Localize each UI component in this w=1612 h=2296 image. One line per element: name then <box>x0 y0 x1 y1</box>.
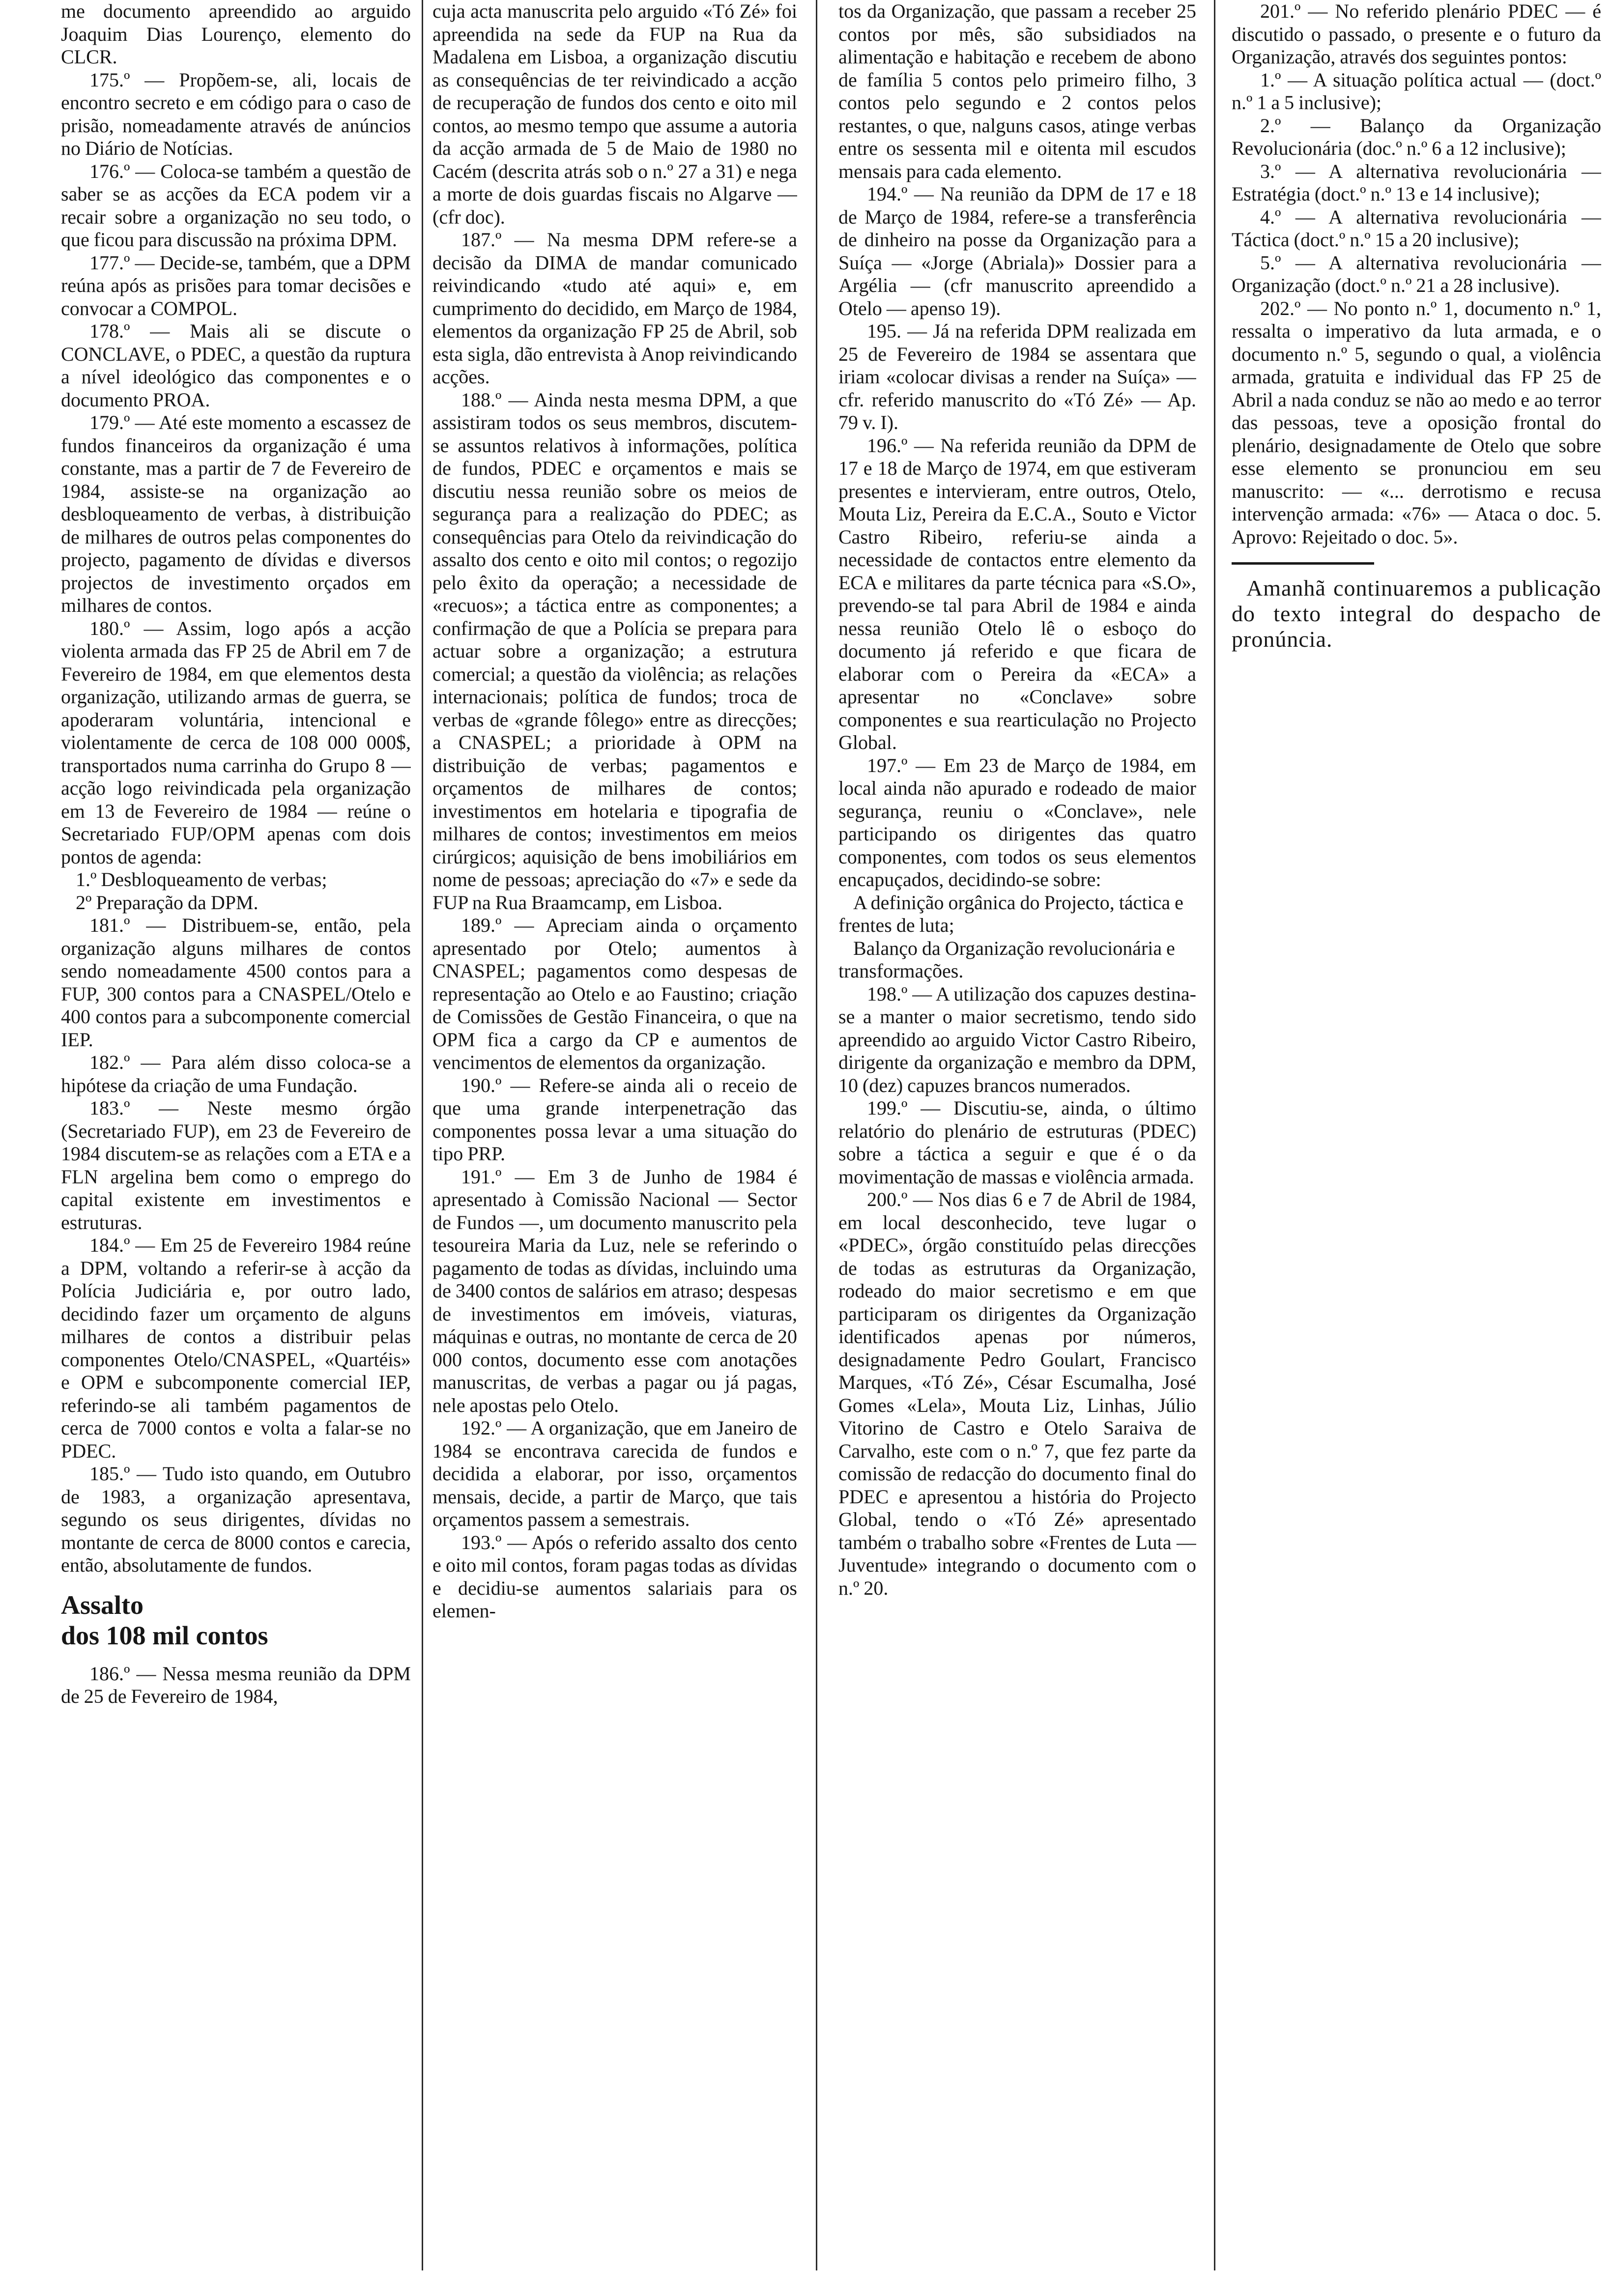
paragraph: 182.º — Para além disso coloca-se a hipótese da criação de uma Fundação. <box>61 1051 411 1096</box>
list-item: A definição orgânica do Projecto, táctica e frentes de luta; <box>838 891 1183 936</box>
paragraph: 196.º — Na referida reunião da DPM de 17 e 18 de Março de 1974, em que estiveram presentes e intervieram, entre outros, Otelo, Mouta Liz, Pereira da E.C.A., Souto e Victor Castro Ribeiro, referiu-se ainda a necessidade de contactos entre elemento da ECA e militares da parte técnica para «S.O», prevendo-se tal para Abril de 1984 e ainda nessa reunião Otelo lê o esboço do documento já referido e que ficara de elaborar com o Pereira da «ECA» a apresentar no «Conclave» sobre componentes e sua rearticulação no Projecto Global. <box>838 434 1196 753</box>
agenda-item: 1.º Desbloqueamento de verbas; <box>76 868 327 890</box>
paragraph: cuja acta manuscrita pelo arguido «Tó Zé» foi apreendida na sede da FUP na Rua da Madalena em Lisboa, a organização discutiu as consequências de ter reivindicado a acção de recuperação de fundos dos cento e oito mil contos, ao mesmo tempo que assume a autoria da acção armada de 5 de Maio de 1980 no Cacém (descrita atrás sob o n.º 27 a 31) e nega a morte de dois guardas fiscais no Algarve — (cfr doc). <box>432 0 797 228</box>
list-item: 5.º — A alternativa revolucionária — Organização (doct.º n.º 21 a 28 inclusive). <box>1232 251 1601 296</box>
list-item: 2.º — Balanço da Organização Revolucionária (doc.º n.º 6 a 12 inclusive); <box>1232 114 1601 159</box>
paragraph: 175.º — Propõem-se, ali, locais de encontro secreto e em código para o caso de prisão, nomeadamente através de anúncios no Diário de Notícias. <box>61 68 411 159</box>
heading-line: dos 108 mil contos <box>61 1620 268 1650</box>
heading-line: Assalto <box>61 1590 144 1620</box>
column-3 <box>838 0 1196 2270</box>
paragraph: 197.º — Em 23 de Março de 1984, em local ainda não apurado e rodeado de maior segurança, reuniu o «Conclave», nele participando os dirigentes das quatro componentes, com todos os seus elementos encapuçados, decidindo-se sobre: <box>838 754 1196 890</box>
paragraph: 193.º — Após o referido assalto dos cento e oito mil contos, foram pagas todas as dívidas e decidiu-se aumentos salariais para os elemen- <box>432 1531 797 1622</box>
paragraph: 176.º — Coloca-se também a questão de saber se as acções da ECA podem vir a recair sobre a organização no seu todo, o que ficou para discussão na próxima DPM. <box>61 160 411 251</box>
closing-separator <box>1232 562 1374 565</box>
paragraph: 184.º — Em 25 de Fevereiro 1984 reúne a DPM, voltando a referir-se à acção da Polícia Judiciária e, por outro lado, decidindo fazer um orçamento de alguns milhares de contos a distribuir pelas componentes Otelo/CNASPEL, «Quartéis» e OPM e subcomponente comercial IEP, referindo-se ali também pagamentos de cerca de 7000 contos e volta a falar-se no PDEC. <box>61 1234 411 1462</box>
section-heading <box>61 1590 411 1651</box>
paragraph: 199.º — Discutiu-se, ainda, o último relatório do plenário de estruturas (PDEC) sobre a táctica a seguir e que é o da movimentação de massas e violência armada. <box>838 1097 1196 1188</box>
column-2 <box>432 0 797 2270</box>
paragraph: 192.º — A organização, que em Janeiro de 1984 se encontrava carecida de fundos e decidida a elaborar, por isso, orçamentos mensais, decide, a partir de Março, que tais orçamentos passem a semestrais. <box>432 1417 797 1530</box>
list-item: 3.º — A alternativa revolucionária — Estratégia (doct.º n.º 13 e 14 inclusive); <box>1232 160 1601 205</box>
closing-note: Amanhã continuaremos a publicação do texto integral do despacho de pronúncia. <box>1232 575 1601 652</box>
paragraph: 181.º — Distribuem-se, então, pela organização alguns milhares de contos sendo nomeadamente 4500 contos para a FUP, 300 contos para a CNASPEL/Otelo e 400 contos para a subcomponente comercial IEP. <box>61 914 411 1051</box>
paragraph: 191.º — Em 3 de Junho de 1984 é apresentado à Comissão Nacional — Sector de Fundos —, um documento manuscrito pela tesoureira Maria da Luz, nele se referindo o pagamento de todas as dívidas, incluindo uma de 3400 contos de salários em atraso; despesas de investimentos em imóveis, viaturas, máquinas e outras, no montante de cerca de 20 000 contos, documento esse com anotações manuscritas, de verbas a pagar ou já pagas, nele apostas pelo Otelo. <box>432 1165 797 1416</box>
list-item: Balanço da Organização revolucionária e transformações. <box>838 937 1175 982</box>
column-rule <box>1214 0 1215 2270</box>
paragraph: 200.º — Nos dias 6 e 7 de Abril de 1984, em local desconhecido, teve lugar o «PDEC», órgão constituído pelas direcções de todas as estruturas da Organização, rodeado do maior secretismo e em que participaram os dirigentes da Organização identificados apenas por números, designadamente Pedro Goulart, Francisco Marques, «Tó Zé», César Escumalha, José Gomes «Lela», Mouta Liz, Linhas, Júlio Vitorino de Castro e Otelo Saraiva de Carvalho, este com o n.º 7, que fez parte da comissão de redacção do documento final do PDEC e apresentou a história do Projecto Global, tendo o «Tó Zé» apresentado também o trabalho sobre «Frentes de Luta — Juventude» integrando o documento com o n.º 20. <box>838 1188 1196 1599</box>
column-rule <box>422 0 423 2270</box>
column-rule <box>816 0 817 2270</box>
paragraph: 179.º — Até este momento a escassez de fundos financeiros da organização é uma constante, mas a partir de 7 de Fevereiro de 1984, assiste-se na organização ao desbloqueamento de verbas, à distribuição de milhares de outros pelas componentes do projecto, pagamento de dívidas e diversos projectos de investimento orçados em milhares de contos. <box>61 411 411 616</box>
paragraph: 183.º — Neste mesmo órgão (Secretariado FUP), em 23 de Fevereiro de 1984 discutem-se as relações com a ETA e a FLN argelina bem como o emprego do capital existente em investimentos e estruturas. <box>61 1097 411 1234</box>
list-item: 4.º — A alternativa revolucionária — Táctica (doct.º n.º 15 a 20 inclusive); <box>1232 205 1601 251</box>
paragraph: 201.º — No referido plenário PDEC — é discutido o passado, o presente e o futuro da Organização, através dos seguintes pontos: <box>1232 0 1601 68</box>
paragraph: 187.º — Na mesma DPM refere-se a decisão da DIMA de mandar comunicado reivindicando «tudo até aqui» e, em cumprimento do decidido, em Março de 1984, elementos da organização FP 25 de Abril, sob esta sigla, dão entrevista à Anop reivindicando acções. <box>432 229 797 388</box>
paragraph: 195. — Já na referida DPM realizada em 25 de Fevereiro de 1984 se assentara que iriam «colocar divisas a render na Suíça» — cfr. referido manuscrito do «Tó Zé» — Ap. 79 v. I). <box>838 320 1196 433</box>
paragraph: tos da Organização, que passam a receber 25 contos por mês, são subsidiados na alimentação e habitação e recebem de abono de família 5 contos pelo primeiro filho, 3 contos pelo segundo e 2 contos pelos restantes, o que, nalguns casos, atinge verbas entre os sessenta mil e oitenta mil escudos mensais para cada elemento. <box>838 0 1196 182</box>
paragraph: 190.º — Refere-se ainda ali o receio de que uma grande interpenetração das componentes possa levar a uma situação do tipo PRP. <box>432 1074 797 1165</box>
list-item: 1.º — A situação política actual — (doct.º n.º 1 a 5 inclusive); <box>1232 68 1601 114</box>
paragraph: 185.º — Tudo isto quando, em Outubro de 1983, a organização apresentava, segundo os seus dirigentes, dívidas no montante de cerca de 8000 contos e carecia, então, absolutamente de fundos. <box>61 1463 411 1576</box>
column-1 <box>61 0 411 2270</box>
paragraph: 189.º — Apreciam ainda o orçamento apresentado por Otelo; aumentos à CNASPEL; pagamentos como despesas de representação ao Otelo e ao Faustino; criação de Comissões de Gestão Financeira, o que na OPM fica a cargo da CP e aumentos de vencimentos de elementos da organização. <box>432 914 797 1073</box>
paragraph: 188.º — Ainda nesta mesma DPM, a que assistiram todos os seus membros, discutem-se assuntos relativos à informações, política de fundos, PDEC e orçamentos e mais se discutiu nessa reunião sobre os meios de segurança para a realização do PDEC; as consequências para Otelo da reivindicação do assalto dos cento e oito mil contos; o regozijo pelo êxito da operação; a necessidade de «recuos»; a táctica entre as componentes; a confirmação de que a Polícia se prepara para actuar sobre a organização; a estrutura comercial; a questão da violência; as relações internacionais; política de fundos; troca de verbas de «grande fôlego» entre as direcções; a CNASPEL; a prioridade à OPM na distribuição de verbas; pagamentos e orçamentos de milhares de contos; investimentos em hotelaria e tipografia de milhares de contos; investimentos em meios cirúrgicos; aquisição de bens imobiliários em nome de pessoas; apreciação do «7» e sede da FUP na Rua Braamcamp, em Lisboa. <box>432 388 797 914</box>
column-4 <box>1232 0 1601 2270</box>
paragraph: 202.º — No ponto n.º 1, documento n.º 1, ressalta o imperativo da luta armada, e o documento n.º 5, segundo o qual, a violência armada, gratuita e individual das FP 25 de Abril a nada conduz se não ao medo e ao terror das pessoas, teve a oposição frontal do plenário, designadamente de Otelo que sobre esse elemento se pronunciou em seu manuscrito: — «... derrotismo e recusa intervenção armada: «76» — Ataca o doc. 5. Aprovo: Rejeitado o doc. 5». <box>1232 297 1601 548</box>
paragraph: 198.º — A utilização dos capuzes destina-se a manter o maior secretismo, tendo sido apreendido ao arguido Victor Castro Ribeiro, dirigente da organização e membro da DPM, 10 (dez) capuzes brancos numerados. <box>838 982 1196 1096</box>
paragraph: 186.º — Nessa mesma reunião da DPM de 25 de Fevereiro de 1984, <box>61 1662 411 1707</box>
paragraph: me documento apreendido ao arguido Joaquim Dias Lourenço, elemento do CLCR. <box>61 0 411 68</box>
paragraph: 178.º — Mais ali se discute o CONCLAVE, o PDEC, a questão da ruptura a nível ideológico das componentes e o documento PROA. <box>61 320 411 411</box>
paragraph: 194.º — Na reunião da DPM de 17 e 18 de Março de 1984, refere-se a transferência de dinheiro na posse da Organização para a Suíça — «Jorge (Abriala)» Dossier para a Argélia — (cfr manuscrito apreendido a Otelo — apenso 19). <box>838 183 1196 319</box>
paragraph: 177.º — Decide-se, também, que a DPM reúna após as prisões para tomar decisões e convocar a COMPOL. <box>61 251 411 319</box>
agenda-item: 2º Preparação da DPM. <box>76 891 259 914</box>
paragraph: 180.º — Assim, logo após a acção violenta armada das FP 25 de Abril em 7 de Fevereiro de 1984, em que elementos desta organização, utilizando armas de guerra, se apoderaram voluntária, intencional e violentamente de cerca de 108 000 000$, transportados numa carrinha do Grupo 8 — acção logo reivindicada pela organização em 13 de Fevereiro de 1984 — reúne o Secretariado FUP/OPM apenas com dois pontos de agenda: <box>61 617 411 868</box>
